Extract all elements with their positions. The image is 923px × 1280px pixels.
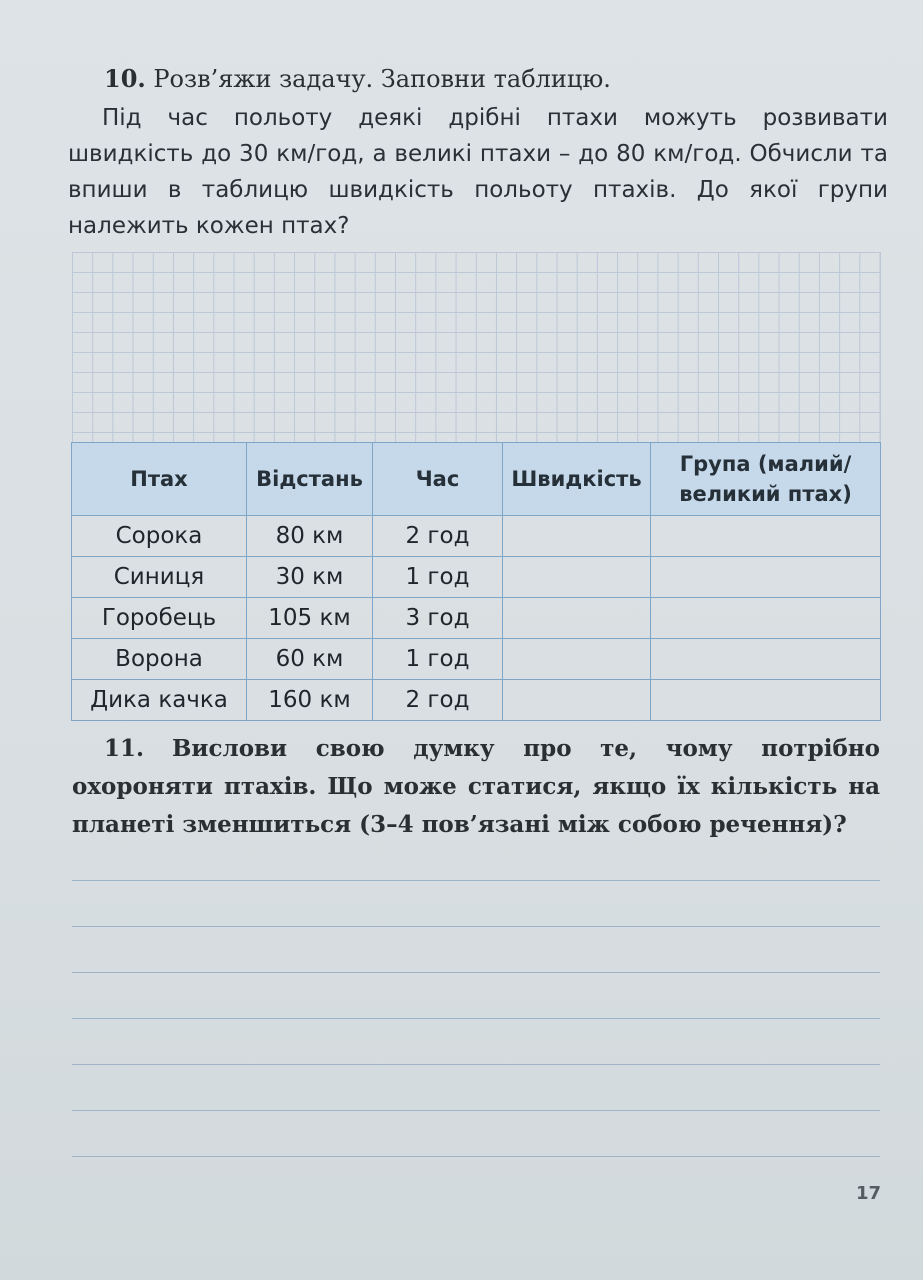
group-answer-cell[interactable]: [651, 639, 881, 680]
task-10-title: Розв’яжи задачу. Заповни таблицю.: [153, 65, 611, 93]
distance-cell: 30 км: [247, 557, 373, 598]
table-row: [72, 598, 881, 639]
group-answer-cell[interactable]: [651, 680, 881, 721]
time-cell: 1 год: [373, 557, 503, 598]
time-cell: 2 год: [373, 680, 503, 721]
answer-line[interactable]: [72, 1064, 880, 1065]
distance-cell: 105 км: [247, 598, 373, 639]
answer-line[interactable]: [72, 972, 880, 973]
table-row: [72, 680, 881, 721]
time-cell: 3 год: [373, 598, 503, 639]
bird-name: Ворона: [72, 639, 247, 680]
group-answer-cell[interactable]: [651, 516, 881, 557]
bird-speed-table: [71, 442, 881, 721]
answer-line[interactable]: [72, 1018, 880, 1019]
bird-name: Сорока: [72, 516, 247, 557]
time-cell: 2 год: [373, 516, 503, 557]
time-cell: 1 год: [373, 639, 503, 680]
squared-paper-grid[interactable]: [72, 252, 881, 443]
header-time: Час: [373, 443, 503, 516]
speed-answer-cell[interactable]: [503, 516, 651, 557]
bird-name: Горобець: [72, 598, 247, 639]
task-11-text: Вислови свою думку про те, чому потрібно охороняти птахів. Що може статися, якщо їх кількість на планеті зменшиться (3–4 пов’язані між собою речення)?: [72, 735, 880, 838]
speed-answer-cell[interactable]: [503, 557, 651, 598]
header-speed: Швидкість: [503, 443, 651, 516]
header-distance: Відстань: [247, 443, 373, 516]
speed-answer-cell[interactable]: [503, 639, 651, 680]
distance-cell: 160 км: [247, 680, 373, 721]
group-answer-cell[interactable]: [651, 557, 881, 598]
bird-name: Синиця: [72, 557, 247, 598]
task-11-number: 11.: [104, 735, 145, 762]
task-10-heading: [104, 62, 894, 96]
task-11-prompt: [72, 730, 880, 844]
speed-answer-cell[interactable]: [503, 680, 651, 721]
speed-answer-cell[interactable]: [503, 598, 651, 639]
bird-name: Дика качка: [72, 680, 247, 721]
table-row: [72, 557, 881, 598]
answer-line[interactable]: [72, 926, 880, 927]
answer-line[interactable]: [72, 1156, 880, 1157]
answer-line[interactable]: [72, 1110, 880, 1111]
answer-line[interactable]: [72, 880, 880, 881]
table-header-row: [72, 443, 881, 516]
distance-cell: 80 км: [247, 516, 373, 557]
table-row: [72, 516, 881, 557]
task-10-text: Під час польоту деякі дрібні птахи можуть розвивати швидкість до 30 км/год, а великі птахи – до 80 км/год. Обчисли та впиши в таблицю швидкість польоту птахів. До якої групи належить кожен птах?: [68, 105, 888, 239]
header-group: Група (малий/ великий птах): [651, 443, 881, 516]
distance-cell: 60 км: [247, 639, 373, 680]
page-number: 17: [856, 1183, 882, 1204]
header-bird: Птах: [72, 443, 247, 516]
task-10-number: 10.: [104, 64, 146, 93]
table-row: [72, 639, 881, 680]
group-answer-cell[interactable]: [651, 598, 881, 639]
